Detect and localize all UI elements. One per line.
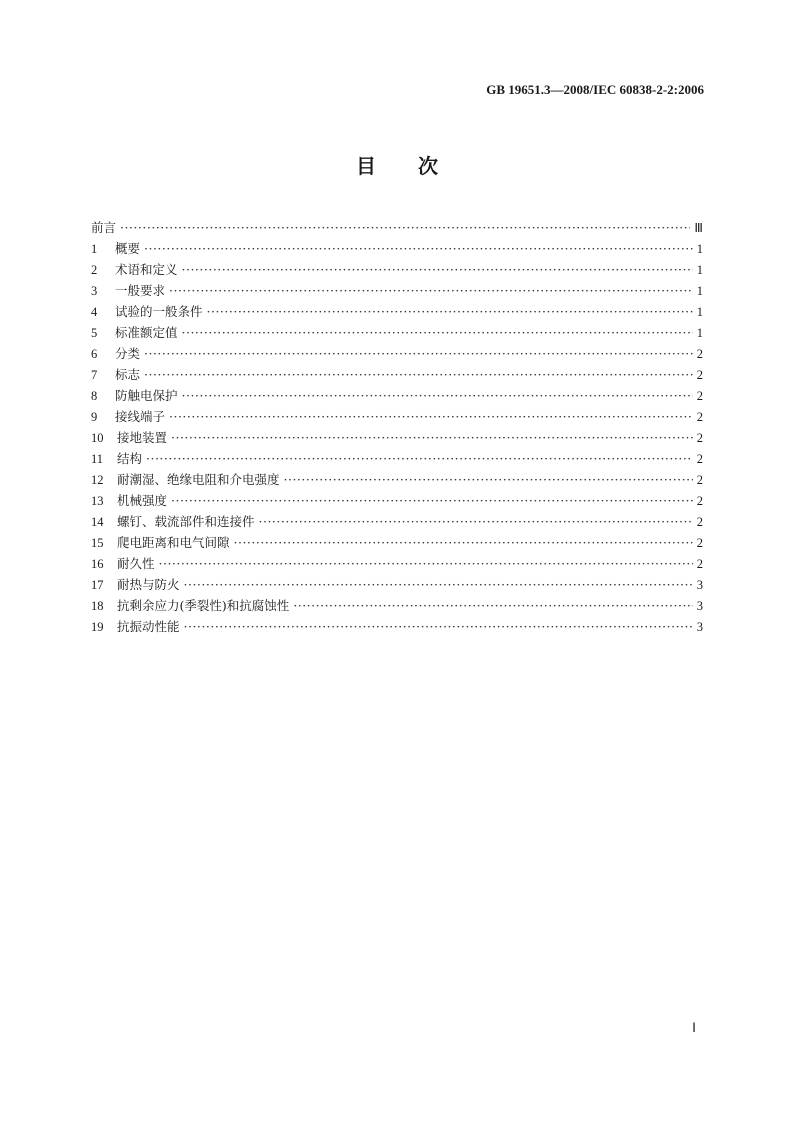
- toc-entry-label: 防触电保护: [115, 388, 178, 403]
- toc-entry-number: 3: [91, 284, 98, 298]
- toc-entry-label: 抗剩余应力(季裂性)和抗腐蚀性: [117, 598, 290, 613]
- toc-leader-dots: [144, 238, 693, 259]
- toc-entry-foreword[interactable]: [91, 217, 703, 238]
- toc-entry-page: 2: [696, 347, 703, 361]
- toc-leader-dots: [159, 553, 693, 574]
- toc-leader-dots: [293, 595, 692, 616]
- toc-entry-page: 1: [696, 326, 703, 340]
- toc-entry[interactable]: [91, 322, 703, 343]
- toc-entry-number: 9: [91, 410, 98, 424]
- toc-entry-number: 8: [91, 389, 98, 403]
- toc-leader-dots: [171, 427, 693, 448]
- toc-leader-dots: [144, 343, 693, 364]
- toc-entry-page: 1: [696, 263, 703, 277]
- toc-entry-page: 2: [696, 368, 703, 382]
- toc-entry-number: 11: [91, 452, 104, 466]
- toc-entry-number: 1: [91, 242, 98, 256]
- toc-entry-label: 分类: [115, 346, 141, 361]
- toc-entry[interactable]: [91, 364, 703, 385]
- toc-entry[interactable]: [91, 616, 703, 637]
- toc-entry-number: 16: [91, 557, 104, 571]
- toc-entry-number: 14: [91, 515, 104, 529]
- toc-entry-number: 13: [91, 494, 104, 508]
- toc-entry-number: 15: [91, 536, 104, 550]
- toc-entry[interactable]: [91, 574, 703, 595]
- toc-entry-label: 试验的一般条件: [115, 304, 203, 319]
- toc-entry[interactable]: [91, 490, 703, 511]
- toc-entry-number: 2: [91, 263, 98, 277]
- page-title: 目次: [356, 154, 480, 178]
- toc-entry-page: 1: [696, 242, 703, 256]
- toc-entry[interactable]: [91, 595, 703, 616]
- toc-entry-label: 前言: [91, 220, 117, 235]
- toc-entry-number: 17: [91, 578, 104, 592]
- toc-entry-label: 一般要求: [115, 283, 166, 298]
- toc-entry-number: 4: [91, 305, 98, 319]
- toc-entry-page: 2: [696, 473, 703, 487]
- toc-leader-dots: [207, 301, 693, 322]
- toc-entry-number: 19: [91, 620, 104, 634]
- toc-entry-label: 结构: [117, 451, 143, 466]
- toc-entry[interactable]: [91, 385, 703, 406]
- toc-entry-page: 2: [696, 557, 703, 571]
- toc-entry[interactable]: [91, 532, 703, 553]
- toc-leader-dots: [120, 217, 690, 238]
- toc-entry-label: 标志: [115, 367, 141, 382]
- toc-leader-dots: [184, 574, 693, 595]
- toc-entry-page: 2: [696, 410, 703, 424]
- toc-entry-number: 6: [91, 347, 98, 361]
- toc-leader-dots: [171, 490, 693, 511]
- toc-entry-label: 接地装置: [117, 430, 168, 445]
- toc-leader-dots: [234, 532, 693, 553]
- toc-entry[interactable]: [91, 259, 703, 280]
- toc-entry-number: 10: [91, 431, 104, 445]
- toc-entry-label: 抗振动性能: [117, 619, 180, 634]
- toc-entry-label: 接线端子: [115, 409, 166, 424]
- toc-entry[interactable]: [91, 406, 703, 427]
- toc-leader-dots: [169, 406, 693, 427]
- standard-code: GB 19651.3—2008/IEC 60838-2-2:2006: [486, 82, 704, 97]
- toc-entry-number: 5: [91, 326, 98, 340]
- toc-leader-dots: [182, 385, 693, 406]
- toc-leader-dots: [146, 448, 693, 469]
- toc-entry[interactable]: [91, 238, 703, 259]
- toc-entry-label: 爬电距离和电气间隙: [117, 535, 230, 550]
- toc-entry-number: 12: [91, 473, 104, 487]
- toc-entry-page: 3: [696, 620, 703, 634]
- toc-leader-dots: [182, 322, 693, 343]
- toc-entry[interactable]: [91, 301, 703, 322]
- toc-entry-page: Ⅲ: [694, 221, 703, 235]
- toc-entry-number: 18: [91, 599, 104, 613]
- toc-entry[interactable]: [91, 427, 703, 448]
- toc-entry-page: 2: [696, 515, 703, 529]
- toc-leader-dots: [169, 280, 693, 301]
- toc-leader-dots: [184, 616, 693, 637]
- toc-entry-page: 2: [696, 536, 703, 550]
- toc-entry-label: 螺钉、载流部件和连接件: [117, 514, 255, 529]
- toc-entry[interactable]: [91, 553, 703, 574]
- toc-entry-page: 2: [696, 431, 703, 445]
- toc-entry-label: 耐热与防火: [117, 577, 180, 592]
- table-of-contents: [91, 217, 703, 637]
- toc-entry-page: 3: [696, 599, 703, 613]
- toc-entry-label: 标准额定值: [115, 325, 178, 340]
- toc-entry-label: 耐久性: [117, 556, 155, 571]
- toc-entry-label: 概要: [115, 241, 141, 256]
- toc-entry-page: 2: [696, 494, 703, 508]
- toc-entry[interactable]: [91, 280, 703, 301]
- toc-entry-page: 2: [696, 452, 703, 466]
- toc-entry[interactable]: [91, 343, 703, 364]
- toc-entry-label: 术语和定义: [115, 262, 178, 277]
- toc-entry-page: 1: [696, 284, 703, 298]
- toc-entry-label: 机械强度: [117, 493, 168, 508]
- toc-entry-number: 7: [91, 368, 98, 382]
- toc-entry-page: 3: [696, 578, 703, 592]
- page-number: Ⅰ: [692, 1020, 696, 1035]
- toc-entry[interactable]: [91, 511, 703, 532]
- toc-leader-dots: [259, 511, 693, 532]
- toc-leader-dots: [182, 259, 693, 280]
- toc-entry[interactable]: [91, 448, 703, 469]
- toc-entry-label: 耐潮湿、绝缘电阻和介电强度: [117, 472, 280, 487]
- toc-entry[interactable]: [91, 469, 703, 490]
- toc-entry-page: 2: [696, 389, 703, 403]
- toc-leader-dots: [284, 469, 693, 490]
- toc-entry-page: 1: [696, 305, 703, 319]
- toc-leader-dots: [144, 364, 693, 385]
